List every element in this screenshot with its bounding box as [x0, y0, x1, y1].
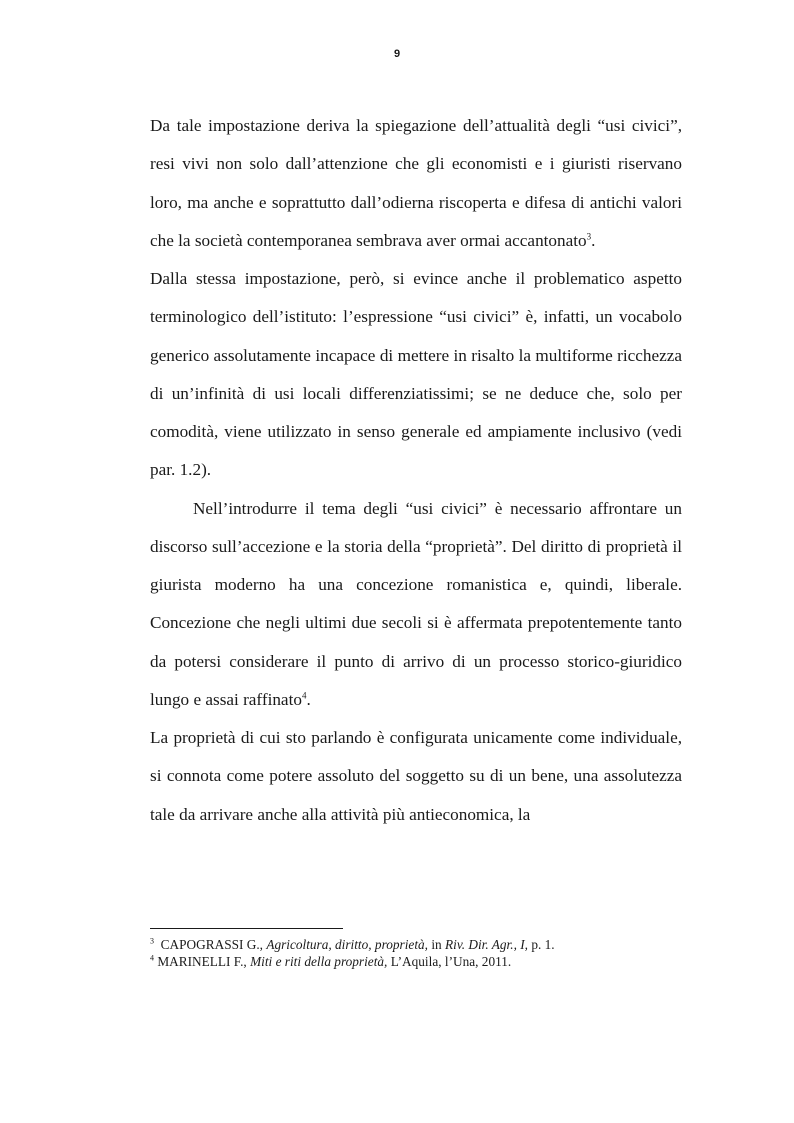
paragraph: Dalla stessa impostazione, però, si evince anche il problematico aspetto terminologico dell’istituto: l’espressione “usi civici” è, infatti, un vocabolo generico assolutamente incapace di mettere in risalto la multiforme ricchezza di un’infinità di usi locali differenziatissimi; se ne deduce che, solo per comodità, viene utilizzato in senso generale ed ampiamente inclusivo (vedi par. 1.2).	[150, 269, 682, 480]
footnote-number: 4	[150, 953, 154, 963]
footnote: $^3$ CAPOGRASSI G., Agricoltura, diritto, proprietà, in Riv. Dir. Agr., I, p. 1.	[150, 936, 555, 952]
footnote-title: Agricoltura, diritto, proprietà,	[266, 937, 428, 952]
footnote-ref: 4	[301, 690, 307, 701]
body-text	[150, 107, 682, 834]
footnote-title: Miti e riti della proprietà,	[250, 954, 388, 969]
footnote-author: MARINELLI F.,	[157, 954, 247, 969]
footnote-divider	[150, 928, 343, 929]
footnote-journal: Riv. Dir. Agr., I,	[445, 937, 528, 952]
paragraph: Nell’introdurre il tema degli “usi civici” è necessario affrontare un discorso sull’accezione e la storia della “proprietà”. Del diritto di proprietà il giurista moderno ha una concezione romanistica e, quindi, liberale. Concezione che negli ultimi due secoli si è affermata prepotentemente tanto da potersi considerare il punto di arrivo di un processo storico-giuridico lungo e assai raffinato$^4$.	[150, 498, 682, 709]
footnote-ref: 3	[586, 231, 592, 242]
paragraph: Da tale impostazione deriva la spiegazione dell’attualità degli “usi civici”, resi vivi non solo dall’attenzione che gli economisti e i giuristi riservano loro, ma anche e soprattutto dall’odierna riscoperta e difesa di antichi valori che la società contemporanea sembrava aver ormai accantonato$^3$.	[150, 116, 682, 250]
footnotes	[150, 936, 682, 970]
paragraph: La proprietà di cui sto parlando è configurata unicamente come individuale, si connota come potere assoluto del soggetto su di un bene, una assolutezza tale da arrivare anche alla attività più antieconomica, la	[150, 728, 682, 824]
page-number: 9	[393, 48, 401, 60]
footnote-number: 3	[150, 936, 154, 946]
footnote-author: CAPOGRASSI G.,	[160, 937, 263, 952]
footnote: $^4$ MARINELLI F., Miti e riti della proprietà, L’Aquila, l’Una, 2011.	[150, 953, 512, 969]
